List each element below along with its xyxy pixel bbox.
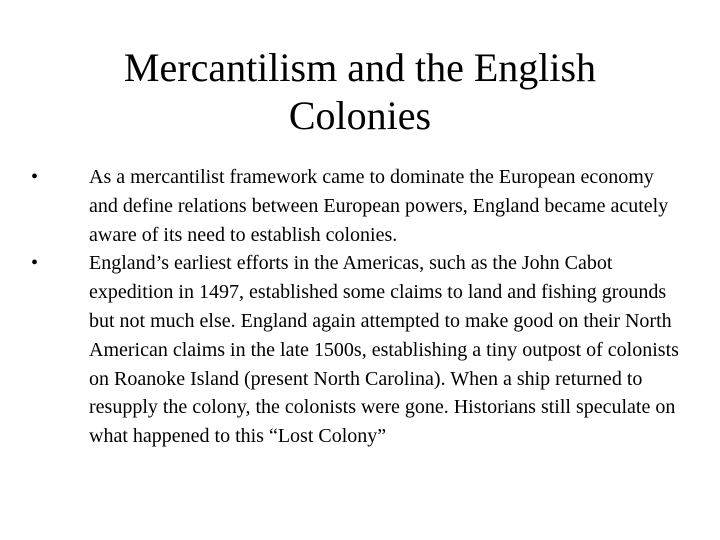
bullet-list xyxy=(31,163,681,451)
bullet-text: As a mercantilist framework came to dominate the European economy and define relations between European powers, England became acutely aware of its need to establish colonies. xyxy=(89,166,669,246)
bullet-item xyxy=(31,249,681,451)
slide-title xyxy=(0,44,720,140)
bullet-text: England’s earliest efforts in the Americas, such as the John Cabot expedition in 1497, established some claims to land and fishing grounds but not much else. England again attempted to make good on their North American claims in the late 1500s, establishing a tiny outpost of colonists on Roanoke Island (present North Carolina). When a ship returned to resupply the colony, the colonists were gone. Historians still speculate on what happened to this “Lost Colony” xyxy=(89,252,679,448)
bullet-marker: • xyxy=(31,252,39,275)
bullet-item xyxy=(31,163,681,249)
bullet-marker: • xyxy=(31,166,39,188)
slide-title-line-1: Mercantilism and the English xyxy=(123,45,597,90)
slide-title-line-2: Colonies xyxy=(288,93,432,138)
